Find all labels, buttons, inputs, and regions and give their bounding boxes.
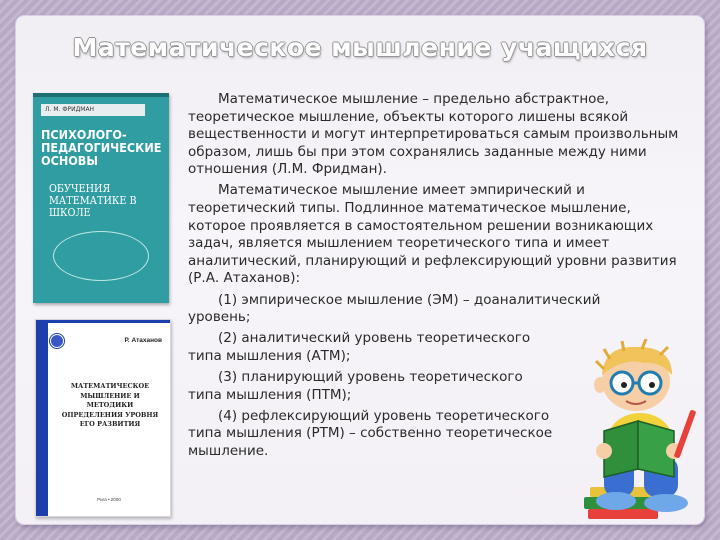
book-cover-year: Рига • 2000 — [97, 497, 121, 502]
book-cover-author: Л. М. ФРИДМАН — [41, 104, 145, 116]
book-cover-illustration — [53, 231, 149, 281]
paragraph-types: Математическое мышление имеет эмпирический и теоретический типы. Подлинное математическое мышление, которое проявляется в самостоятельном решении возникающих задач, является мышлением теоретического типа и имеет аналитический, планирующий и рефлексирующий уровни развития (Р.А. Атаханов): — [188, 182, 677, 287]
book-cover-title: МАТЕМАТИЧЕСКОЕ МЫШЛЕНИЕ И МЕТОДИКИ ОПРЕДЕЛЕНИЯ УРОВНЯ ЕГО РАЗВИТИЯ — [61, 382, 159, 428]
book-cover-subtitle: ОБУЧЕНИЯ МАТЕМАТИКЕ В ШКОЛЕ — [49, 182, 137, 219]
reading-child-illustration — [574, 339, 704, 524]
slide-panel — [16, 16, 704, 524]
book-cover-fridman — [33, 93, 169, 303]
list-item-1: (1) эмпирическое мышление (ЭМ) – доаналитический уровень; — [188, 291, 601, 326]
pencil-icon — [674, 409, 697, 458]
book-cover-spine-bar — [36, 320, 48, 516]
book-cover-author: Р. Атаханов — [124, 337, 162, 344]
list-item-3: (3) планирующий уровень теоретического типа мышления (ПТМ); — [188, 368, 523, 403]
book-cover-title: ПСИХОЛОГО-ПЕДАГОГИЧЕСКИЕ ОСНОВЫ — [41, 127, 162, 168]
child-ear — [594, 377, 606, 393]
child-shoe-right — [644, 494, 688, 512]
child-hand-left — [596, 443, 612, 459]
list-item-2: (2) аналитический уровень теоретического типа мышления (АТМ); — [188, 330, 531, 364]
book-cover-top-bar — [36, 320, 170, 323]
list-item-4: (4) рефлексирующий уровень теоретического типа мышления (РТМ) – собственно теоретическое мышление. — [188, 407, 553, 459]
slide-title: Математическое мышление учащихся — [72, 33, 648, 62]
emblem-icon — [50, 334, 64, 348]
book-cover-atakhanov — [35, 319, 171, 517]
paragraph-definition: Математическое мышление – предельно абстрактное, теоретическое мышление, объекты которого лишены всякой вещественности и могут интерпретироваться самым произвольным образом, лишь бы при этом сохранялись заданные между ними отношения (Л.М. Фридман). — [188, 91, 679, 178]
book-stack-red — [588, 509, 658, 519]
child-shoe-left — [596, 492, 636, 510]
book-cover-strip — [33, 93, 169, 97]
